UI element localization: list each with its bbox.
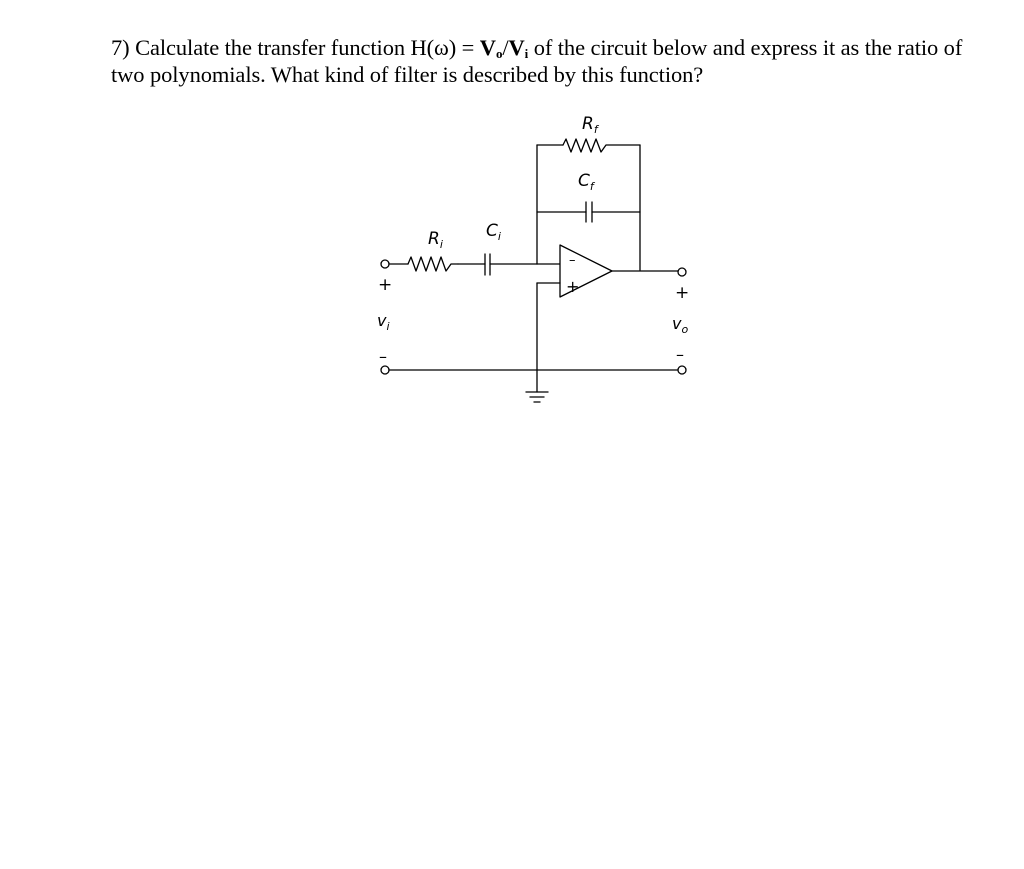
- input-resistor-label: $R_i$: [428, 229, 443, 251]
- opamp-minus-sign: –: [569, 253, 576, 268]
- feedback-capacitor-label: $C_f$: [578, 171, 594, 193]
- ground-symbol: [526, 392, 548, 402]
- output-plus-label: +: [675, 283, 690, 303]
- opamp-plus-sign: +: [566, 277, 580, 296]
- input-terminal-minus: [381, 366, 389, 374]
- input-plus-label: +: [378, 275, 393, 295]
- feedback-resistor: [563, 139, 640, 152]
- vo-symbol: $V_o$: [479, 35, 503, 61]
- output-voltage-label: $v_o$: [672, 314, 689, 336]
- input-resistor: [408, 257, 458, 271]
- feedback-resistor-label: $R_f$: [582, 114, 598, 136]
- output-minus-label: –: [676, 345, 684, 364]
- question-lead: Calculate the transfer function H(ω) =: [135, 35, 480, 60]
- feedback-capacitor: [586, 202, 592, 222]
- slash: /: [502, 35, 509, 60]
- vi-symbol: $V_i$: [508, 35, 529, 61]
- output-terminal-plus: [678, 268, 686, 276]
- input-voltage-label: $v_i$: [377, 311, 390, 333]
- input-capacitor-label: $C_i$: [486, 221, 501, 243]
- input-minus-label: –: [379, 347, 387, 366]
- question-number: 7): [111, 35, 130, 60]
- output-terminal-minus: [678, 366, 686, 374]
- question-tail: of the circuit below and express it as the ratio of two polynomials. What kind of filter is described by this function?: [111, 35, 963, 87]
- input-terminal-plus: [381, 260, 389, 268]
- input-capacitor: [485, 254, 490, 275]
